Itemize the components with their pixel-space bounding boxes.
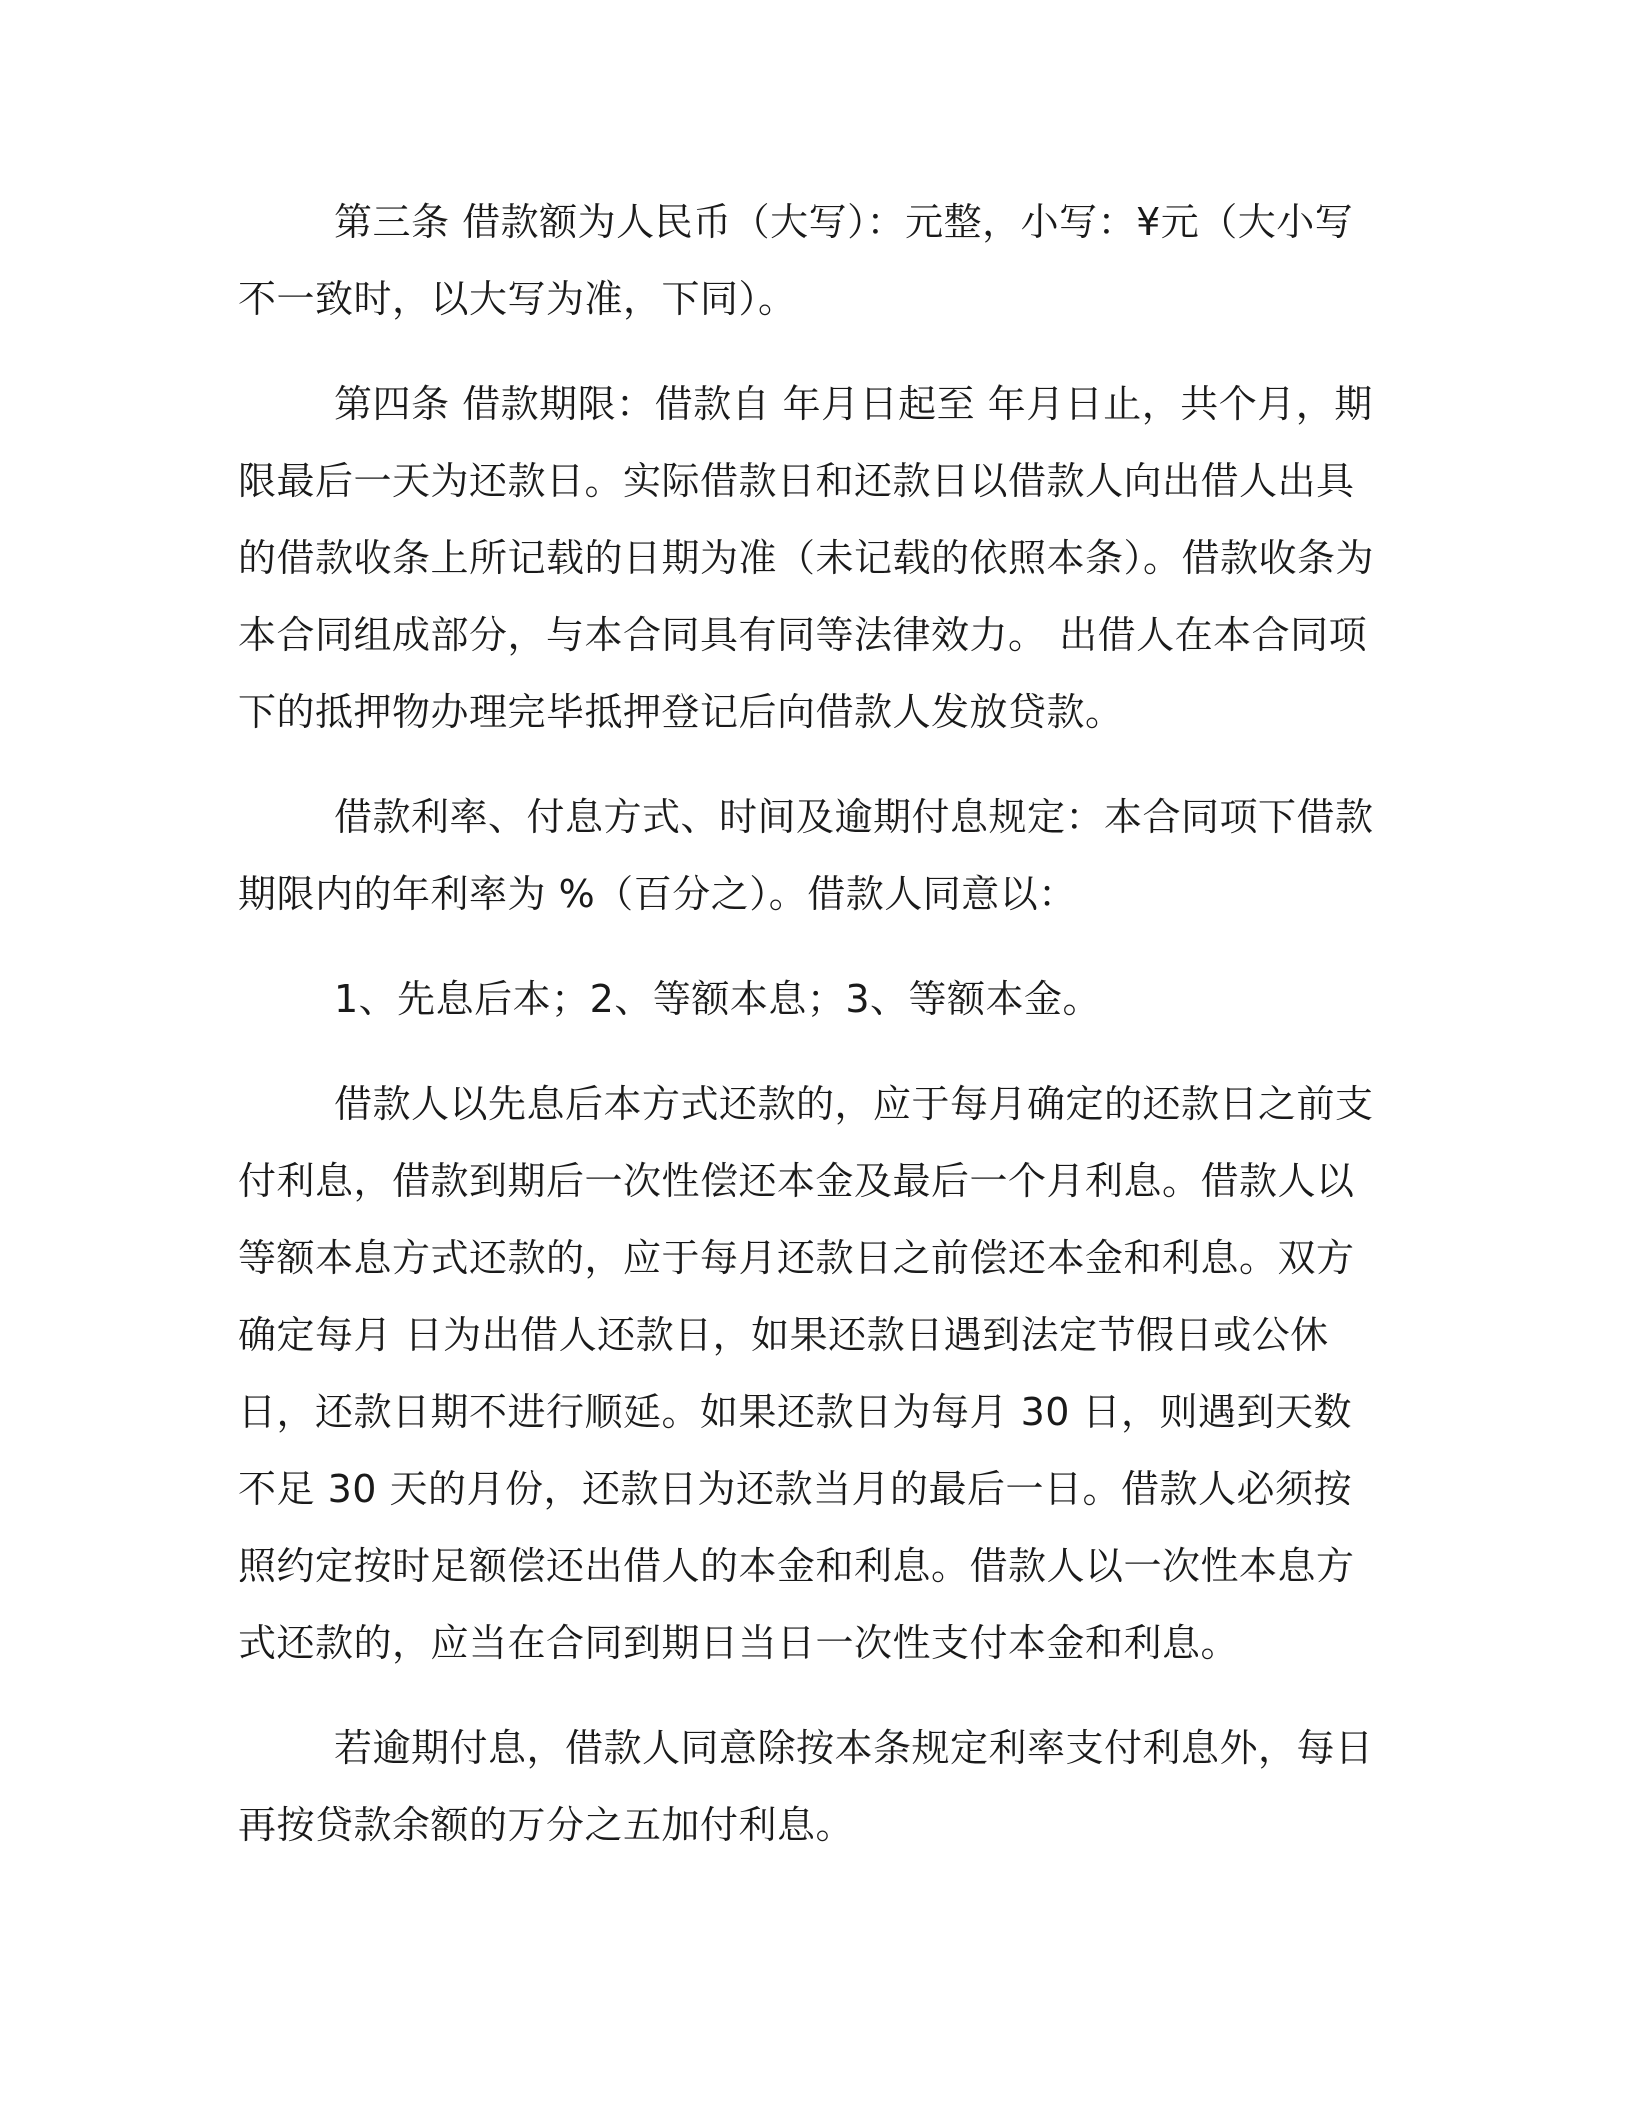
document-body [238,184,1388,1892]
paragraph-article-3: 第三条 借款额为人民币（大写）：元整，小写：¥元（大小写不一致时，以大写为准，下同）。 [238,200,1354,321]
paragraph-interest-rate: 借款利率、付息方式、时间及逾期付息规定：本合同项下借款期限内的年利率为 %（百分之）。借款人同意以： [238,795,1374,916]
paragraph-overdue-interest: 若逾期付息，借款人同意除按本条规定利率支付利息外，每日再按贷款余额的万分之五加付利息。 [238,1726,1374,1847]
paragraph-article-4: 第四条 借款期限：借款自 年月日起至 年月日止，共个月，期限最后一天为还款日。实际借款日和还款日以借款人向出借人出具的借款收条上所记载的日期为准（未记载的依照本条）。借款收条为本合同组成部分，与本合同具有同等法律效力。 出借人在本合同项下的抵押物办理完毕抵押登记后向借款人发放贷款。 [238,382,1375,734]
paragraph-repayment-options: 1、先息后本；2、等额本息；3、等额本金。 [334,977,1102,1021]
paragraph-repayment-terms: 借款人以先息后本方式还款的，应于每月确定的还款日之前支付利息，借款到期后一次性偿还本金及最后一个月利息。借款人以等额本息方式还款的，应于每月还款日之前偿还本金和利息。双方确定每月 日为出借人还款日，如果还款日遇到法定节假日或公休日，还款日期不进行顺延。如果还款日为每月 30 日，则遇到天数不足 30 天的月份，还款日为还款当月的最后一日。借款人必须按照约定按时足额偿还出借人的本金和利息。借款人以一次性本息方式还款的，应当在合同到期日当日一次性支付本金和利息。 [238,1082,1374,1665]
